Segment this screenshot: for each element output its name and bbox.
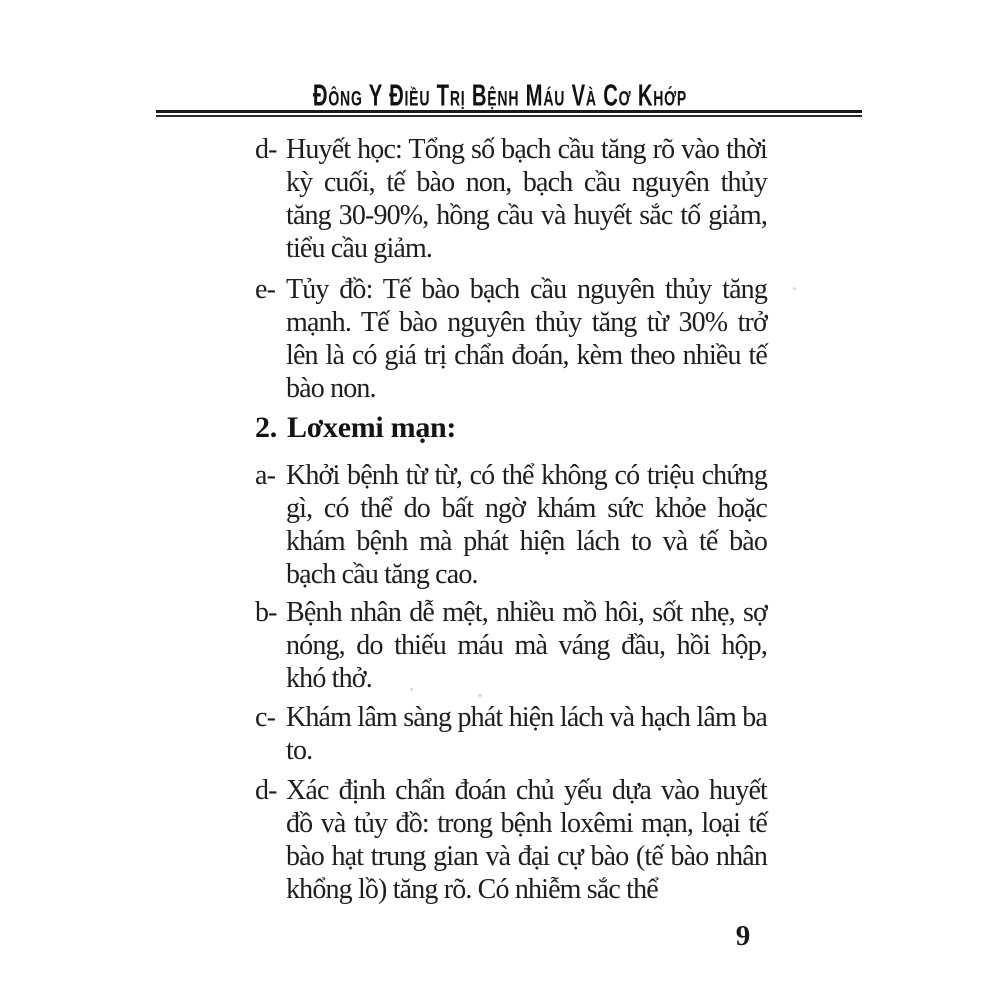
list-item [255,459,767,591]
scan-speck [478,694,482,697]
header-double-rule [156,110,862,117]
section-heading-text: Lơxemi mạn: [287,411,457,444]
list-item-text: Xác định chẩn đoán chủ yếu dựa vào huyết đồ và tủy đồ: trong bệnh loxêmi mạn, loại tế bào hạt trung gian và đại cự bào (tế bào nhân khổng lồ) tăng rõ. Có nhiễm sắc thể [286,775,767,905]
list-item-text: Tủy đồ: Tế bào bạch cầu nguyên thủy tăng mạnh. Tế bào nguyên thủy tăng từ 30% trở lên là có giá trị chẩn đoán, kèm theo nhiều tế bào non. [286,274,767,404]
list-item-marker: d- [255,134,277,165]
page-body [255,133,767,906]
list-item [255,133,767,265]
section-heading [255,411,767,444]
scan-speck [793,287,796,290]
page-number: 9 [735,920,751,952]
list-item-text: Huyết học: Tổng số bạch cầu tăng rõ vào thời kỳ cuối, tế bào non, bạch cầu nguyên thủy tăng 30-90%, hồng cầu và huyết sắc tố giảm, tiểu cầu giảm. [286,134,767,264]
section-heading-number: 2. [255,411,277,444]
list-item [255,596,767,695]
list-item-marker: e- [255,274,276,305]
list-item [255,701,767,767]
scan-speck [410,688,413,691]
running-head-title: Đông Y Điều Trị Bệnh Máu Và Cơ Khớp [312,77,688,113]
list-item [255,273,767,405]
list-item-marker: d- [255,775,277,806]
list-item-text: Bệnh nhân dễ mệt, nhiều mồ hôi, sốt nhẹ, sợ nóng, do thiếu máu mà váng đầu, hồi hộp, khó thở. [286,597,767,694]
list-item-marker: c- [255,702,276,733]
list-item-marker: a- [255,460,276,491]
list-item-text: Khởi bệnh từ từ, có thể không có triệu chứng gì, có thể do bất ngờ khám sức khỏe hoặc khám bệnh mà phát hiện lách to và tế bào bạch cầu tăng cao. [286,460,767,590]
list-item-marker: b- [255,597,277,628]
list-item [255,774,767,906]
list-item-text: Khám lâm sàng phát hiện lách và hạch lâm ba to. [286,702,767,766]
